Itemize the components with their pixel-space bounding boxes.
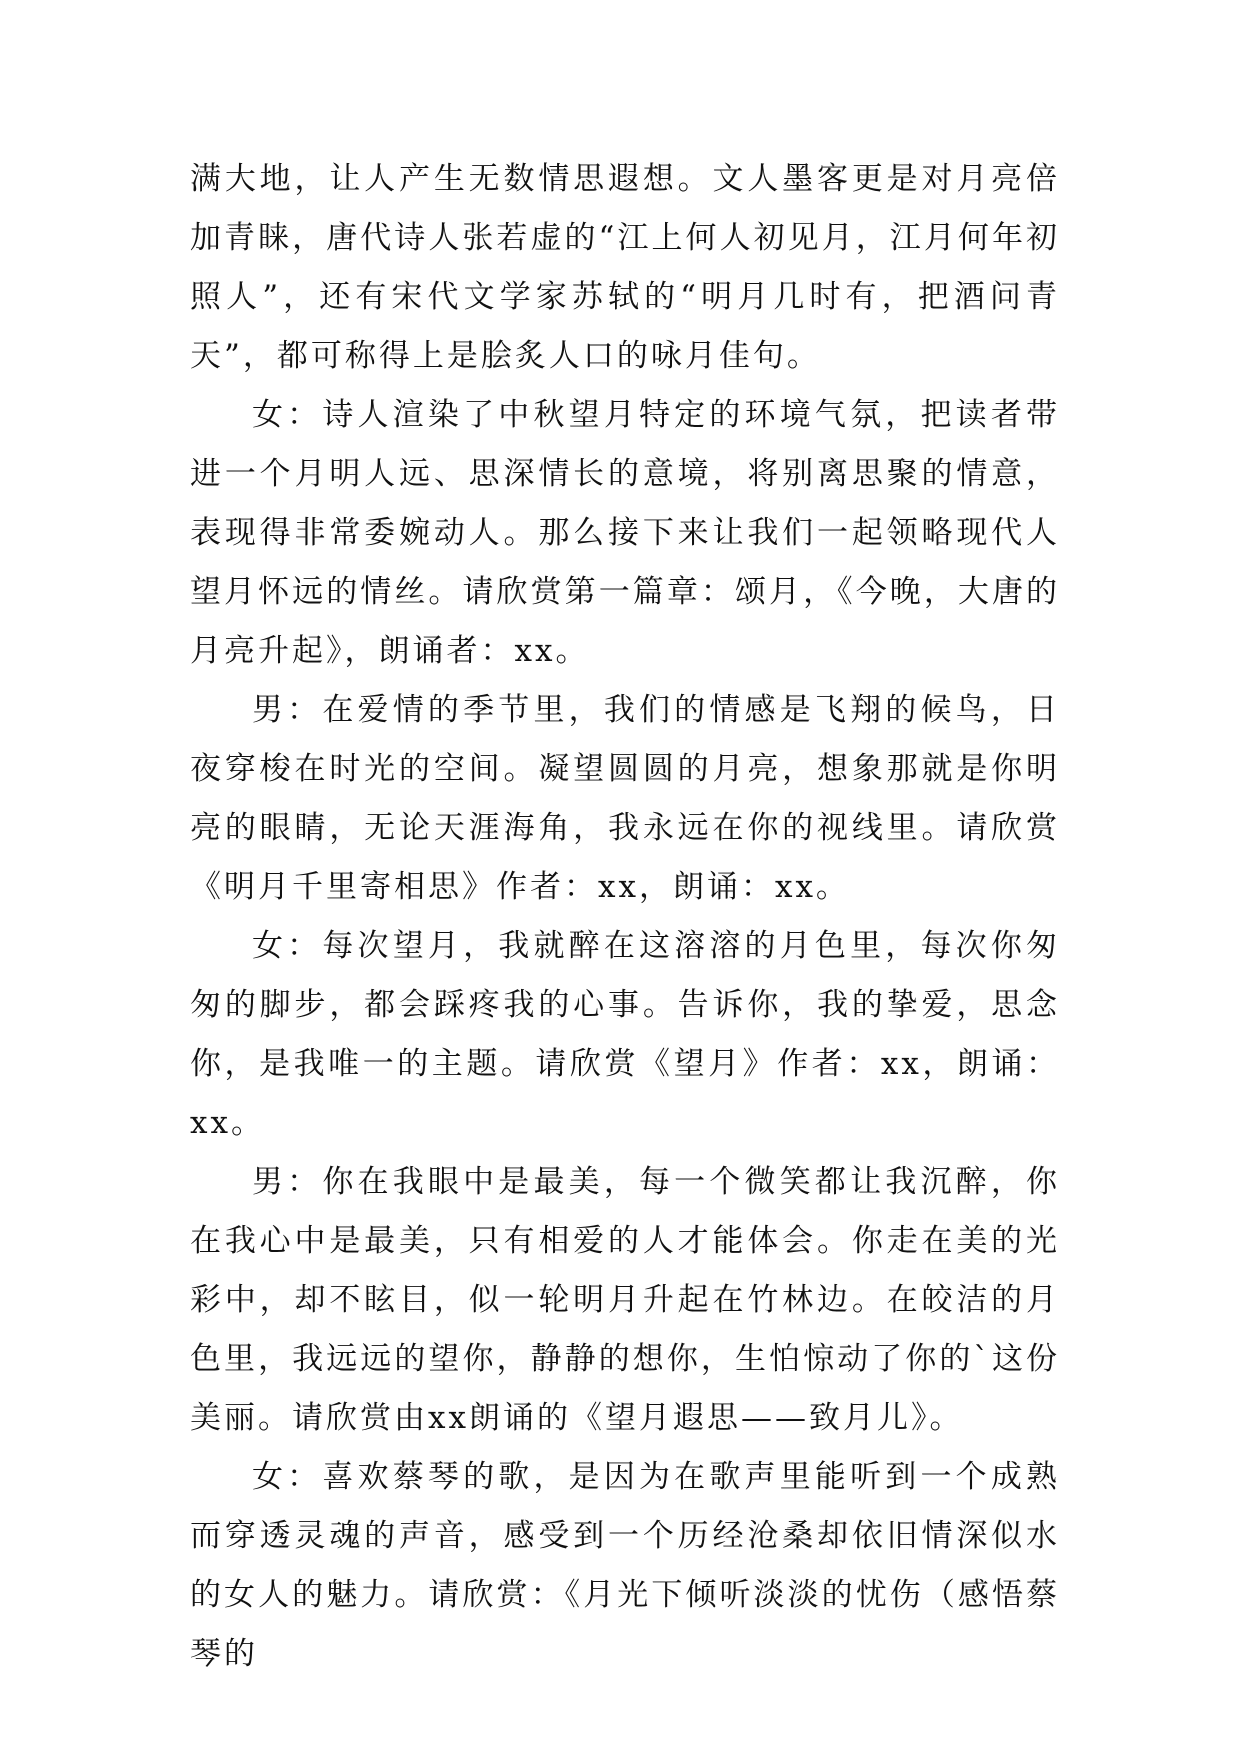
paragraph-3: 男：在爱情的季节里，我们的情感是飞翔的候鸟，日夜穿梭在时光的空间。凝望圆圆的月亮，想象那就是你明亮的眼睛，无论天涯海角，我永远在你的视线里。请欣赏《明月千里寄相思》作者：xx，朗诵：xx。 bbox=[190, 692, 1060, 905]
paragraph-4: 女：每次望月，我就醉在这溶溶的月色里，每次你匆匆的脚步，都会踩疼我的心事。告诉你，我的挚爱，思念你，是我唯一的主题。请欣赏《望月》作者：xx，朗诵：xx。 bbox=[190, 928, 1060, 1141]
paragraph-1: 满大地，让人产生无数情思遐想。文人墨客更是对月亮倍加青睐，唐代诗人张若虚的“江上何人初见月，江月何年初照人”，还有宋代文学家苏轼的“明月几时有，把酒问青天”，都可称得上是脍炙人口的咏月佳句。 bbox=[190, 161, 1060, 374]
paragraph-5: 男：你在我眼中是最美，每一个微笑都让我沉醉，你在我心中是最美，只有相爱的人才能体会。你走在美的光彩中，却不眩目，似一轮明月升起在竹林边。在皎洁的月色里，我远远的望你，静静的想你，生怕惊动了你的`这份美丽。请欣赏由xx朗诵的《望月遐思——致月儿》。 bbox=[190, 1164, 1060, 1436]
paragraph-6: 女：喜欢蔡琴的歌，是因为在歌声里能听到一个成熟而穿透灵魂的声音，感受到一个历经沧桑却依旧情深似水的女人的魅力。请欣赏：《月光下倾听淡淡的忧伤（感悟蔡琴的 bbox=[190, 1459, 1060, 1672]
paragraph-2: 女：诗人渲染了中秋望月特定的环境气氛，把读者带进一个月明人远、思深情长的意境，将别离思聚的情意，表现得非常委婉动人。那么接下来让我们一起领略现代人望月怀远的情丝。请欣赏第一篇章：颂月，《今晚，大唐的月亮升起》，朗诵者：xx。 bbox=[190, 397, 1060, 669]
document-body bbox=[190, 150, 1060, 1684]
